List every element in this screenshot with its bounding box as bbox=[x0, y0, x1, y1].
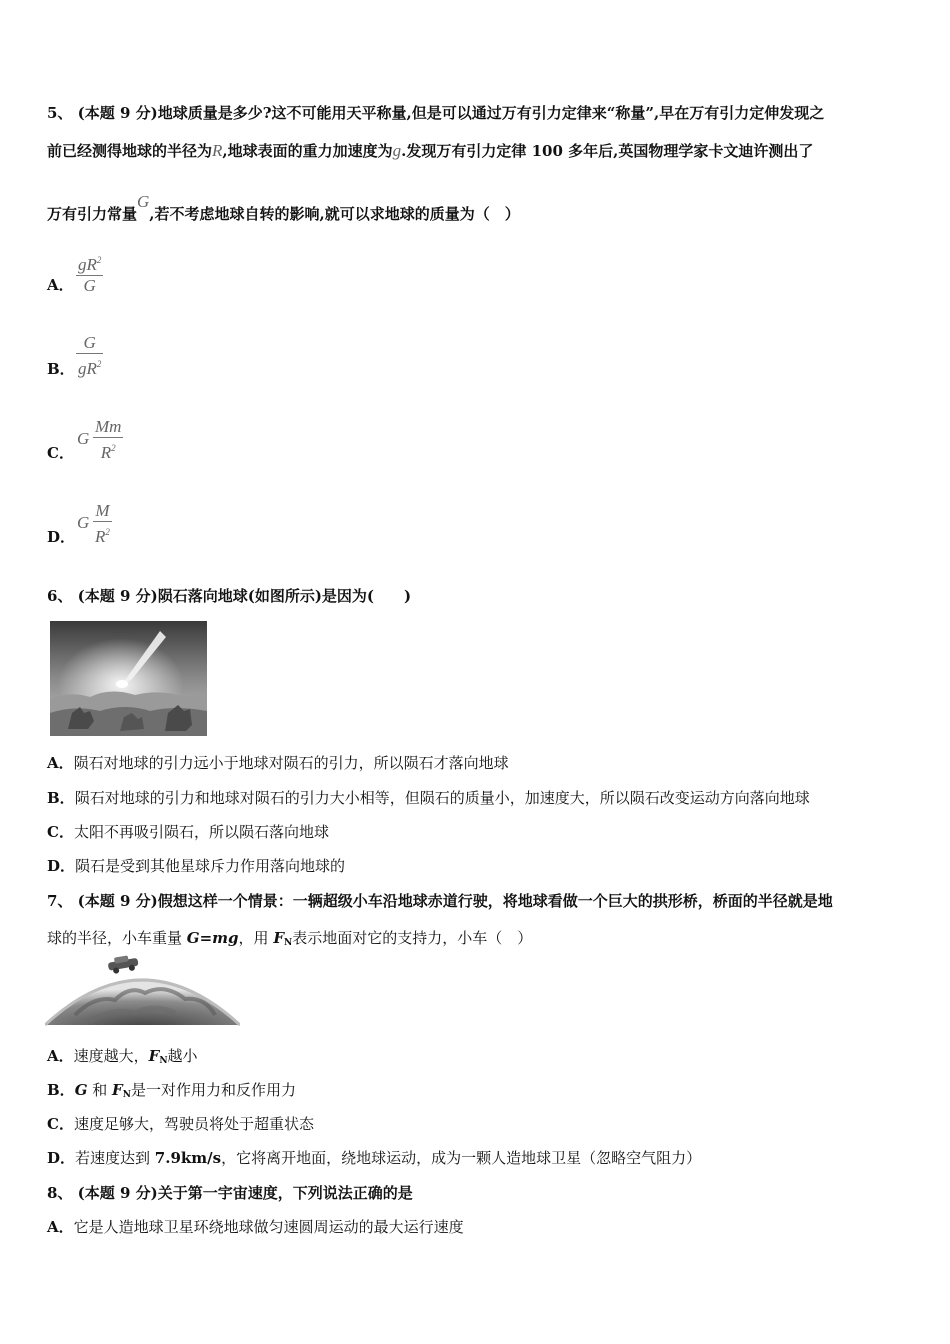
denominator: R bbox=[100, 443, 112, 462]
q5-option-a-fraction bbox=[76, 250, 103, 296]
q5-text: 万有引力常量 bbox=[47, 205, 138, 223]
q5-option-c-fraction bbox=[93, 417, 123, 463]
q5-text: .发现万有引力定律 100 多年后,英国物理学家卡文迪许测出了 bbox=[401, 142, 814, 160]
q7-option-c bbox=[47, 1113, 314, 1134]
q5-text: ,若不考虑地球自转的影响,就可以求地球的质量为（ ） bbox=[149, 205, 520, 223]
normal-force-symbol: F bbox=[148, 1047, 160, 1065]
q7-text: 表示地面对它的支持力，小车（ ） bbox=[292, 929, 533, 947]
weight-equation: G=mg bbox=[186, 929, 239, 947]
option-label: A． bbox=[47, 754, 74, 772]
q5-option-d-label: D． bbox=[47, 528, 76, 546]
denominator: R bbox=[95, 527, 106, 546]
exponent: 2 bbox=[111, 443, 116, 453]
normal-force-symbol: F bbox=[273, 929, 284, 947]
numerator: M bbox=[95, 501, 110, 520]
q7-option-a bbox=[47, 1045, 198, 1066]
option-label: D． bbox=[47, 1149, 76, 1167]
q8-option-a bbox=[47, 1216, 464, 1237]
option-label: B． bbox=[47, 1081, 75, 1099]
q5-stem-line3 bbox=[47, 192, 520, 224]
option-text: 陨石对地球的引力和地球对陨石的引力大小相等，但陨石的质量小，加速度大，所以陨石改变运动方向落向地球 bbox=[74, 789, 810, 807]
normal-force-symbol: F bbox=[112, 1081, 123, 1099]
meteor-dinosaurs-picture bbox=[50, 621, 207, 736]
q5-stem-line1: 5、 (本题 9 分)地球质量是多少?这不可能用天平称量,但是可以通过万有引力定律来“称量”,早在万有引力定伸发现之 bbox=[47, 104, 825, 122]
option-text: 陨石是受到其他星球斥力作用落向地球的 bbox=[75, 857, 346, 875]
q5-option-c-label: C． bbox=[47, 444, 74, 462]
exponent: 2 bbox=[96, 359, 102, 369]
weight-symbol: G bbox=[74, 1081, 88, 1099]
normal-force-subscript: N bbox=[159, 1056, 168, 1066]
q7-text: 球的半径，小车重量 bbox=[47, 929, 187, 947]
q6-option-a bbox=[47, 752, 509, 773]
option-text: 越小 bbox=[167, 1047, 198, 1065]
option-text: 它是人造地球卫星环绕地球做匀速圆周运动的最大运行速度 bbox=[73, 1218, 464, 1236]
var-g: g bbox=[392, 141, 402, 160]
q7-option-b bbox=[47, 1079, 296, 1100]
var-R: R bbox=[212, 141, 223, 160]
q6-option-b bbox=[47, 787, 810, 808]
q8-stem: 8、 (本题 9 分)关于第一宇宙速度，下列说法正确的是 bbox=[47, 1184, 413, 1202]
option-text: 若速度达到 bbox=[75, 1149, 155, 1167]
option-label: B． bbox=[47, 789, 75, 807]
option-text: 太阳不再吸引陨石，所以陨石落向地球 bbox=[73, 823, 329, 841]
q5-option-a-label: A． bbox=[47, 276, 74, 294]
q7-stem-line1: 7、 (本题 9 分)假想这样一个情景：一辆超级小车沿地球赤道行驶，将地球看做一个巨大的拱形桥，桥面的半径就是地 bbox=[47, 892, 833, 910]
option-text: 速度足够大，驾驶员将处于超重状态 bbox=[73, 1115, 314, 1133]
speed-value: 7.9km/s bbox=[154, 1149, 222, 1167]
q7-text: ，用 bbox=[238, 929, 274, 947]
option-text: 陨石对地球的引力远小于地球对陨石的引力，所以陨石才落向地球 bbox=[73, 754, 509, 772]
option-label: C． bbox=[47, 823, 74, 841]
normal-force-subscript: N bbox=[122, 1090, 131, 1100]
q5-stem-line2 bbox=[47, 140, 813, 161]
exponent: 2 bbox=[96, 255, 102, 265]
normal-force-subscript: N bbox=[283, 938, 293, 948]
q6-stem: 6、 (本题 9 分)陨石落向地球(如图所示)是因为( ) bbox=[47, 587, 412, 605]
option-label: C． bbox=[47, 1115, 74, 1133]
denominator: gR bbox=[78, 359, 97, 378]
option-label: A． bbox=[47, 1218, 74, 1236]
option-label: A． bbox=[47, 1047, 74, 1065]
numerator: Mm bbox=[95, 417, 122, 436]
option-text: 和 bbox=[87, 1081, 113, 1099]
q6-option-c bbox=[47, 821, 329, 842]
option-text: ，它将离开地面，绕地球运动，成为一颗人造地球卫星（忽略空气阻力） bbox=[221, 1149, 702, 1167]
car-on-earth-picture bbox=[45, 955, 240, 1027]
exponent: 2 bbox=[105, 527, 110, 537]
denominator: G bbox=[83, 276, 96, 295]
q5-text: 前已经测得地球的半径为 bbox=[47, 142, 213, 160]
numerator: G bbox=[83, 333, 96, 352]
q5-option-d-coef: G bbox=[77, 513, 90, 532]
q5-text: ,地球表面的重力加速度为 bbox=[222, 142, 393, 160]
q5-option-b-label: B． bbox=[47, 360, 75, 378]
option-text: 速度越大， bbox=[73, 1047, 149, 1065]
q5-option-c-coef: G bbox=[77, 429, 90, 448]
numerator: gR bbox=[78, 255, 97, 274]
var-G: G bbox=[137, 192, 150, 211]
q5-option-b-fraction bbox=[76, 333, 103, 379]
q6-option-d bbox=[47, 855, 345, 876]
option-label: D． bbox=[47, 857, 76, 875]
q7-stem-line2 bbox=[47, 927, 532, 948]
q5-option-d-fraction bbox=[93, 501, 112, 547]
option-text: 是一对作用力和反作用力 bbox=[130, 1081, 296, 1099]
q7-option-d bbox=[47, 1147, 701, 1168]
